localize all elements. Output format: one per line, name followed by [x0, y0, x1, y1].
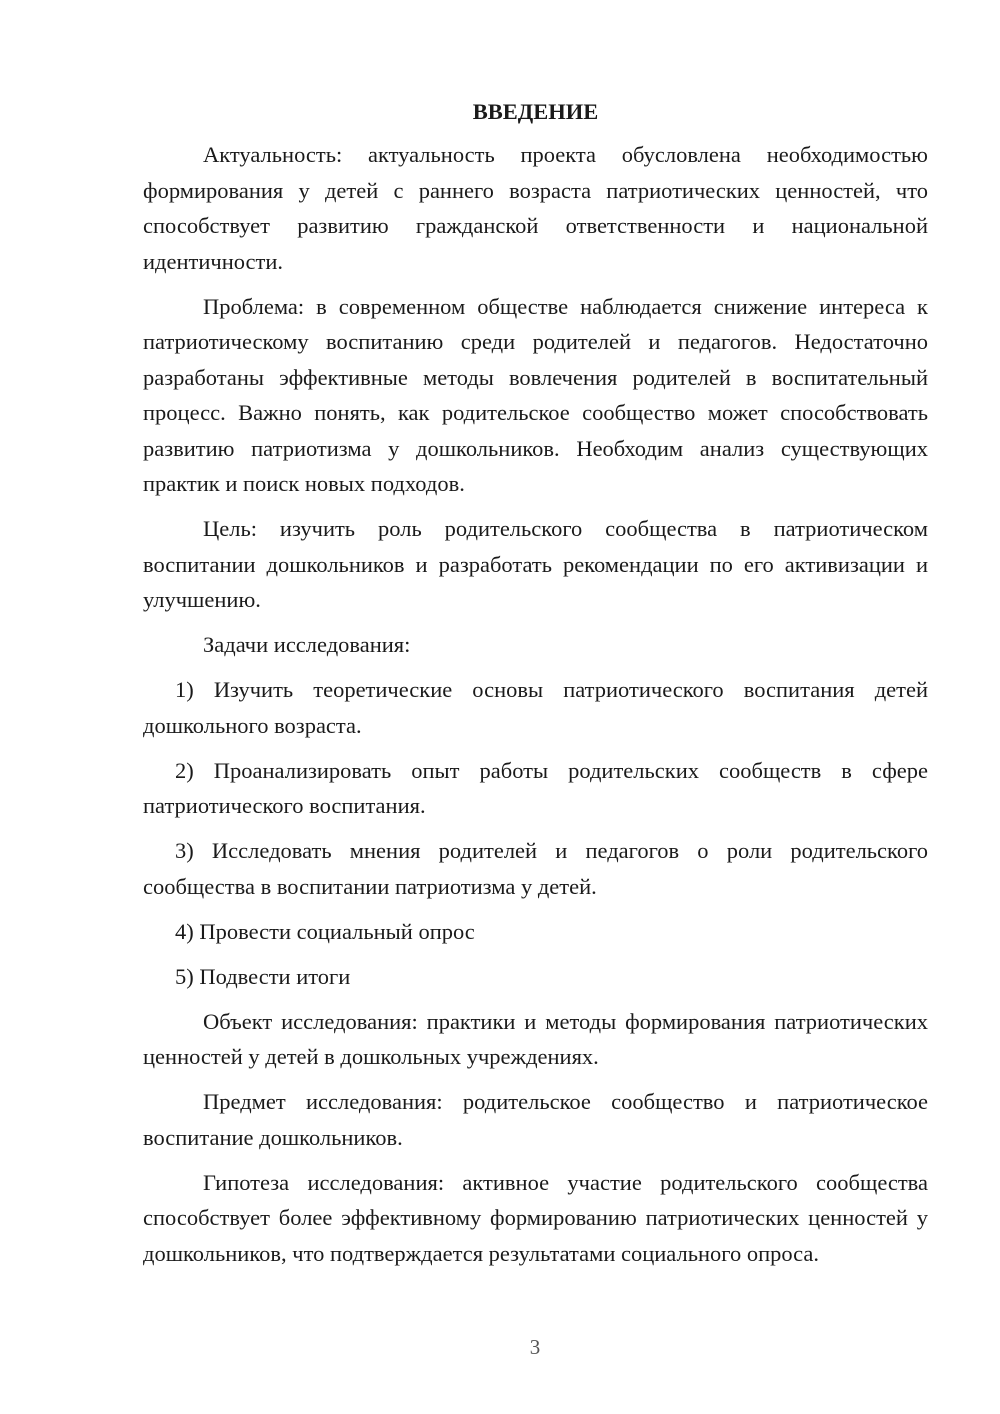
section-title: ВВЕДЕНИЕ	[472, 99, 599, 124]
object-paragraph: Объект исследования: практики и методы формирования патриотических ценностей у детей в дошкольных учреждениях.	[143, 1008, 928, 1069]
task-item: 5) Подвести итоги	[175, 963, 351, 989]
problem-paragraph: Проблема: в современном обществе наблюдается снижение интереса к патриотическому воспитанию среди родителей и педагогов. Недостаточно разработаны эффективные методы вовлечения родителей в воспитательный процесс. Важно понять, как родительское сообщество может способствовать развитию патриотизма у дошкольников. Необходим анализ существующих практик и поиск новых подходов.	[143, 293, 928, 496]
page-number: 3	[529, 1335, 541, 1359]
goal-paragraph: Цель: изучить роль родительского сообщества в патриотическом воспитании дошкольников и разработать рекомендации по его активизации и улучшению.	[143, 516, 928, 612]
task-item: 1) Изучить теоретические основы патриотического воспитания детей дошкольного возраста.	[143, 677, 928, 738]
task-item: 3) Исследовать мнения родителей и педагогов о роли родительского сообщества в воспитании патриотизма у детей.	[143, 838, 928, 899]
hypothesis-paragraph: Гипотеза исследования: активное участие родительского сообщества способствует более эффективному формированию патриотических ценностей у дошкольников, что подтверждается результатами социального опроса.	[143, 1169, 928, 1266]
task-item: 4) Провести социальный опрос	[175, 918, 475, 944]
tasks-heading: Задачи исследования:	[203, 632, 411, 657]
task-item: 2) Проанализировать опыт работы родительских сообществ в сфере патриотического воспитания.	[143, 757, 928, 818]
relevance-paragraph: Актуальность: актуальность проекта обусловлена необходимостью формирования у детей с раннего возраста патриотических ценностей, что способствует развитию гражданской ответственности и национальной идентичности.	[143, 142, 928, 274]
subject-paragraph: Предмет исследования: родительское сообщество и патриотическое воспитание дошкольников.	[143, 1089, 928, 1150]
page-content	[143, 93, 928, 1281]
